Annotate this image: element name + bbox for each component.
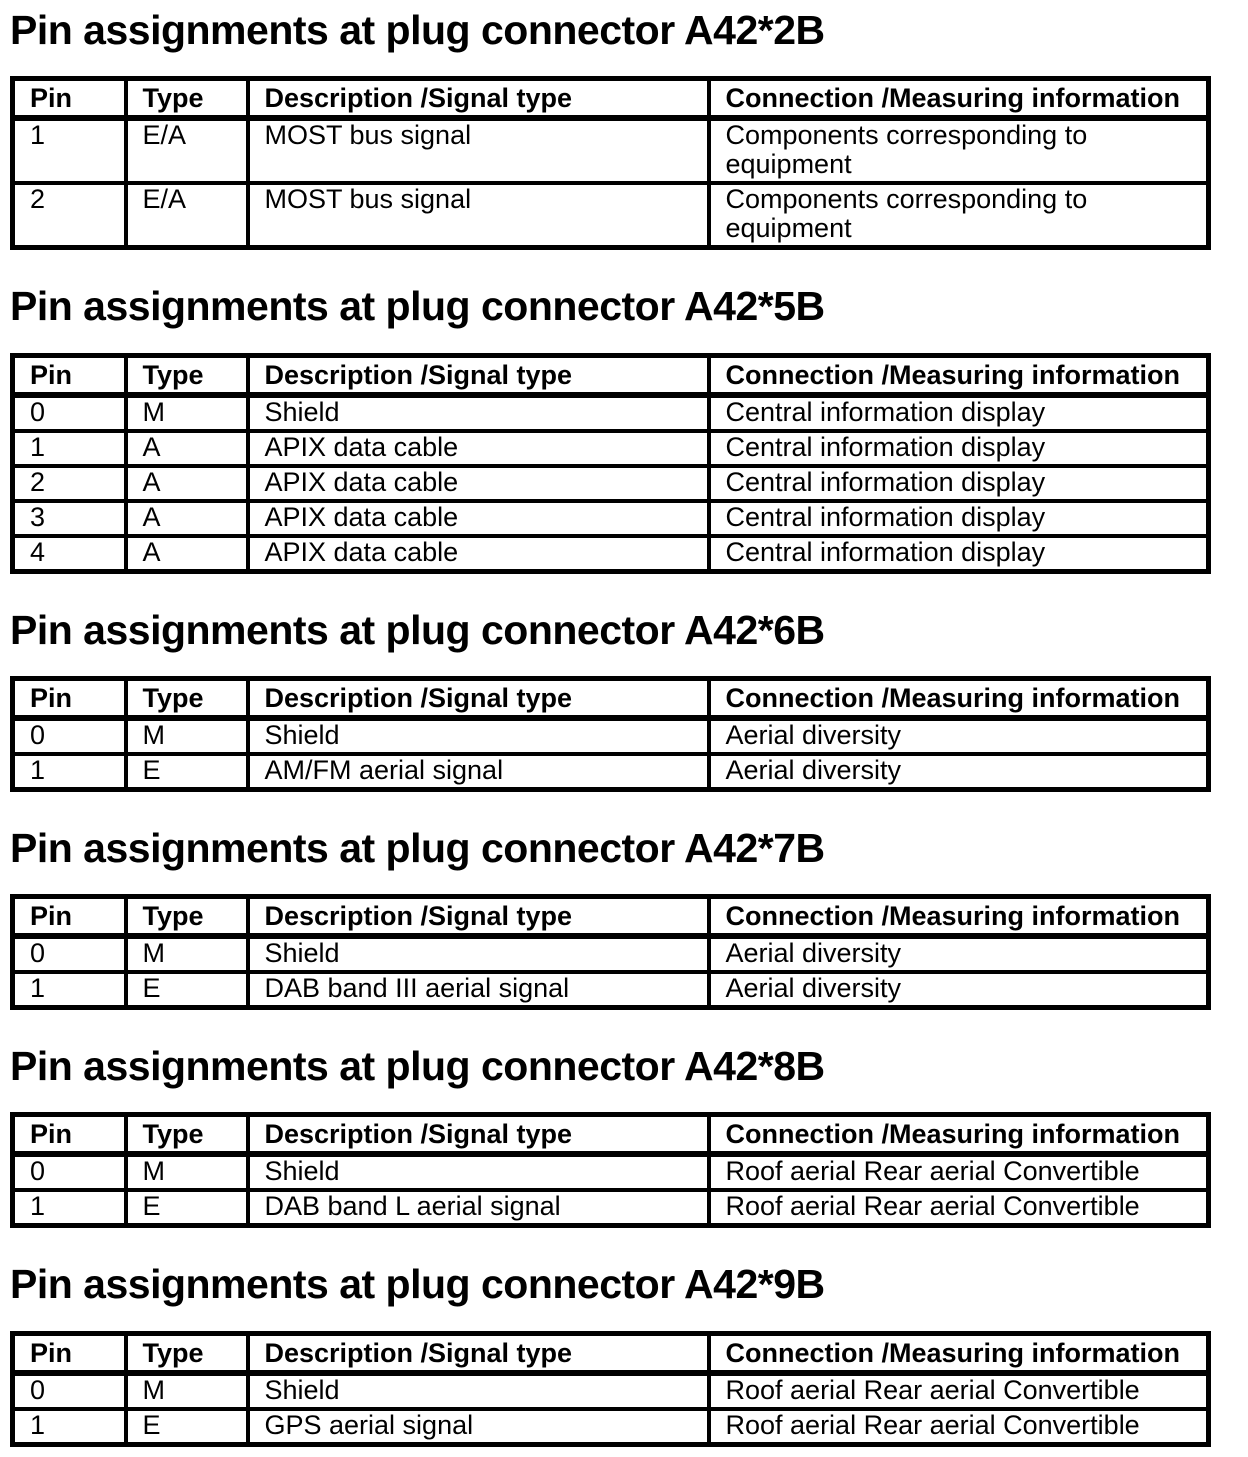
table-row (13, 936, 1209, 972)
table-cell: Central information display (709, 536, 1209, 572)
column-header: Type (126, 897, 248, 937)
table-row (13, 754, 1209, 790)
table-cell: 0 (13, 1154, 126, 1190)
column-header: Pin (13, 1115, 126, 1155)
column-header: Connection /Measuring information (709, 1115, 1209, 1155)
table-cell: Shield (248, 395, 709, 431)
table-row (13, 536, 1209, 572)
table-cell: Aerial diversity (709, 754, 1209, 790)
table-row (13, 972, 1209, 1008)
table-cell: Shield (248, 936, 709, 972)
table-cell: 2 (13, 183, 126, 248)
table-cell: 1 (13, 1190, 126, 1226)
table-row (13, 431, 1209, 466)
table-cell: Central information display (709, 431, 1209, 466)
table-row (13, 1190, 1209, 1226)
column-header: Type (126, 1333, 248, 1373)
table-cell: E (126, 972, 248, 1008)
table-cell: 0 (13, 718, 126, 754)
table-cell: AM/FM aerial signal (248, 754, 709, 790)
table-cell: Components corresponding to equipment (709, 118, 1209, 183)
table-cell: APIX data cable (248, 536, 709, 572)
section-title: Pin assignments at plug connector A42*6B (10, 606, 825, 653)
column-header: Type (126, 1115, 248, 1155)
pin-assignment-section (10, 826, 1248, 1010)
table-cell: 1 (13, 1409, 126, 1445)
table-cell: Components corresponding to equipment (709, 183, 1209, 248)
table-cell: DAB band III aerial signal (248, 972, 709, 1008)
table-cell: 2 (13, 466, 126, 501)
table-cell: Roof aerial Rear aerial Convertible (709, 1190, 1209, 1226)
pin-assignments-table (10, 1112, 1211, 1228)
table-row (13, 1154, 1209, 1190)
column-header: Description /Signal type (248, 897, 709, 937)
table-cell: A (126, 501, 248, 536)
table-row (13, 395, 1209, 431)
pin-assignment-section (10, 1262, 1248, 1446)
table-header-row (13, 355, 1209, 395)
table-cell: Central information display (709, 466, 1209, 501)
table-cell: Roof aerial Rear aerial Convertible (709, 1373, 1209, 1409)
table-cell: Aerial diversity (709, 718, 1209, 754)
table-cell: 4 (13, 536, 126, 572)
table-cell: 0 (13, 936, 126, 972)
table-cell: Roof aerial Rear aerial Convertible (709, 1409, 1209, 1445)
table-cell: A (126, 536, 248, 572)
column-header: Description /Signal type (248, 678, 709, 718)
column-header: Description /Signal type (248, 1115, 709, 1155)
pin-assignment-section (10, 1044, 1248, 1228)
table-cell: E/A (126, 183, 248, 248)
table-cell: E (126, 1409, 248, 1445)
table-header-row (13, 1333, 1209, 1373)
table-row (13, 718, 1209, 754)
column-header: Pin (13, 897, 126, 937)
pin-assignments-table (10, 676, 1211, 792)
table-cell: 0 (13, 1373, 126, 1409)
column-header: Connection /Measuring information (709, 79, 1209, 119)
table-cell: Aerial diversity (709, 936, 1209, 972)
pin-assignments-table (10, 1331, 1211, 1447)
column-header: Description /Signal type (248, 1333, 709, 1373)
table-row (13, 1373, 1209, 1409)
table-cell: Shield (248, 1154, 709, 1190)
table-cell: DAB band L aerial signal (248, 1190, 709, 1226)
column-header: Connection /Measuring information (709, 1333, 1209, 1373)
pin-assignment-section (10, 8, 1248, 250)
table-cell: APIX data cable (248, 466, 709, 501)
table-cell: Roof aerial Rear aerial Convertible (709, 1154, 1209, 1190)
section-title: Pin assignments at plug connector A42*2B (10, 7, 825, 53)
column-header: Connection /Measuring information (709, 678, 1209, 718)
column-header: Connection /Measuring information (709, 897, 1209, 937)
table-cell: E/A (126, 118, 248, 183)
table-cell: 3 (13, 501, 126, 536)
table-cell: A (126, 431, 248, 466)
column-header: Type (126, 355, 248, 395)
pin-assignments-table (10, 353, 1211, 574)
table-cell: 1 (13, 118, 126, 183)
table-cell: MOST bus signal (248, 118, 709, 183)
table-row (13, 466, 1209, 501)
table-header-row (13, 79, 1209, 119)
table-cell: Central information display (709, 501, 1209, 536)
table-cell: A (126, 466, 248, 501)
column-header: Type (126, 79, 248, 119)
column-header: Pin (13, 1333, 126, 1373)
table-cell: 0 (13, 395, 126, 431)
table-cell: 1 (13, 754, 126, 790)
column-header: Pin (13, 355, 126, 395)
table-header-row (13, 1115, 1209, 1155)
section-title: Pin assignments at plug connector A42*9B (10, 1261, 825, 1308)
section-title: Pin assignments at plug connector A42*8B (10, 1043, 825, 1090)
table-row (13, 1409, 1209, 1445)
table-header-row (13, 897, 1209, 937)
table-cell: M (126, 718, 248, 754)
table-cell: APIX data cable (248, 501, 709, 536)
table-cell: GPS aerial signal (248, 1409, 709, 1445)
column-header: Type (126, 678, 248, 718)
table-row (13, 501, 1209, 536)
table-cell: M (126, 395, 248, 431)
table-cell: 1 (13, 972, 126, 1008)
table-cell: Aerial diversity (709, 972, 1209, 1008)
table-cell: APIX data cable (248, 431, 709, 466)
table-row (13, 118, 1209, 183)
pin-assignments-document (10, 8, 1248, 1447)
table-cell: M (126, 1373, 248, 1409)
pin-assignment-section (10, 284, 1248, 573)
column-header: Description /Signal type (248, 79, 709, 119)
table-cell: Shield (248, 1373, 709, 1409)
table-cell: E (126, 1190, 248, 1226)
table-row (13, 183, 1209, 248)
column-header: Pin (13, 678, 126, 718)
section-title: Pin assignments at plug connector A42*5B (10, 283, 825, 330)
table-header-row (13, 678, 1209, 718)
table-cell: 1 (13, 431, 126, 466)
table-cell: E (126, 754, 248, 790)
table-cell: MOST bus signal (248, 183, 709, 248)
table-cell: M (126, 1154, 248, 1190)
column-header: Pin (13, 79, 126, 119)
pin-assignments-table (10, 894, 1211, 1010)
table-cell: Shield (248, 718, 709, 754)
table-cell: M (126, 936, 248, 972)
pin-assignments-table (10, 76, 1211, 250)
pin-assignment-section (10, 608, 1248, 792)
table-cell: Central information display (709, 395, 1209, 431)
column-header: Connection /Measuring information (709, 355, 1209, 395)
column-header: Description /Signal type (248, 355, 709, 395)
section-title: Pin assignments at plug connector A42*7B (10, 824, 825, 871)
